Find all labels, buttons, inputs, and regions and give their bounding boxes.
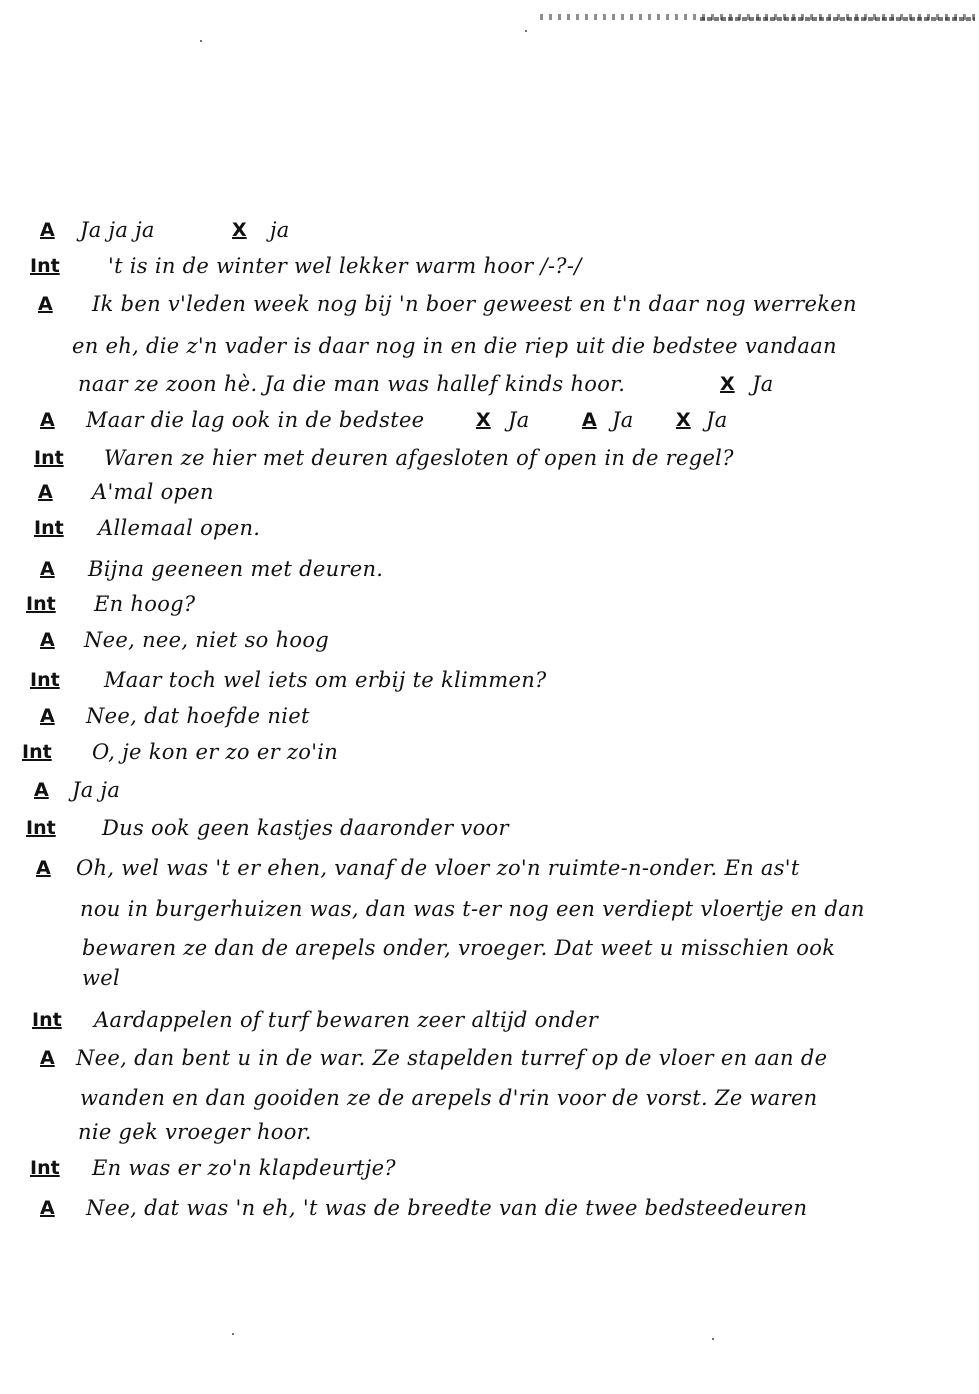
transcript-line	[0, 1004, 979, 1036]
transcript-line	[0, 893, 979, 925]
utterance-text: Nee, dat hoefde niet	[86, 704, 310, 728]
speaker-label: Int	[26, 817, 56, 839]
transcript-line	[0, 1192, 979, 1224]
scan-speck	[525, 30, 527, 32]
utterance-text: Oh, wel was 't er ehen, vanaf de vloer zo'n ruimte-n-onder. En as't	[76, 856, 800, 880]
speaker-label: Int	[32, 1009, 62, 1031]
transcript-line	[0, 214, 979, 246]
utterance-text: O, je kon er zo er zo'in	[92, 740, 339, 764]
transcript-line	[0, 774, 979, 806]
speaker-label: X	[476, 409, 491, 431]
transcript-line	[0, 553, 979, 585]
speaker-label: Int	[26, 593, 56, 615]
transcript-line	[0, 812, 979, 844]
transcript-line	[0, 404, 979, 436]
transcript-line	[0, 1116, 979, 1148]
utterance-text: En was er zo'n klapdeurtje?	[92, 1156, 396, 1180]
transcript-line	[0, 1152, 979, 1184]
utterance-text: Maar die lag ook in de bedstee	[86, 408, 425, 432]
scan-artifact-top-2	[700, 17, 975, 21]
utterance-text: A'mal open	[92, 480, 214, 504]
utterance-text: wel	[82, 966, 121, 990]
utterance-text: Ik ben v'leden week nog bij 'n boer geweest en t'n daar nog werreken	[92, 292, 857, 316]
utterance-text: naar ze zoon hè. Ja die man was hallef kinds hoor.	[78, 372, 626, 396]
speaker-label: A	[40, 1047, 55, 1069]
utterance-text: Dus ook geen kastjes daaronder voor	[102, 816, 509, 840]
utterance-text: Waren ze hier met deuren afgesloten of open in de regel?	[104, 446, 734, 470]
utterance-text: Nee, nee, niet so hoog	[84, 628, 330, 652]
transcript-line	[0, 736, 979, 768]
speaker-label: Int	[34, 517, 64, 539]
speaker-label: A	[38, 481, 53, 503]
utterance-text: Bijna geeneen met deuren.	[88, 557, 384, 581]
speaker-label: A	[40, 629, 55, 651]
speaker-label: Int	[30, 255, 60, 277]
speaker-label: A	[38, 293, 53, 315]
speaker-label: X	[232, 219, 247, 241]
transcript-line	[0, 932, 979, 964]
utterance-text: Maar toch wel iets om erbij te klimmen?	[104, 668, 547, 692]
utterance-text: wanden en dan gooiden ze de arepels d'rin voor de vorst. Ze waren	[80, 1086, 818, 1110]
utterance-text: Ja ja ja	[80, 218, 155, 242]
utterance-text: Allemaal open.	[98, 516, 261, 540]
speaker-label: A	[40, 558, 55, 580]
utterance-text: 't is in de winter wel lekker warm hoor /-?-/	[108, 254, 582, 278]
speaker-label: Int	[30, 1157, 60, 1179]
speaker-label: A	[582, 409, 597, 431]
utterance-text: Ja	[706, 408, 728, 432]
transcript-line	[0, 250, 979, 282]
transcript-line	[0, 1082, 979, 1114]
transcript-line	[0, 624, 979, 656]
utterance-text: nie gek vroeger hoor.	[78, 1120, 312, 1144]
transcript-line	[0, 852, 979, 884]
speaker-label: A	[40, 219, 55, 241]
utterance-text: ja	[270, 218, 290, 242]
transcript-line	[0, 588, 979, 620]
utterance-text: bewaren ze dan de arepels onder, vroeger. Dat weet u misschien ook	[82, 936, 836, 960]
transcript-line	[0, 476, 979, 508]
scan-speck	[200, 40, 202, 42]
speaker-label: A	[40, 409, 55, 431]
speaker-label: Int	[34, 447, 64, 469]
transcript-line	[0, 1042, 979, 1074]
utterance-text: Ja	[752, 372, 774, 396]
utterance-text: En hoog?	[94, 592, 196, 616]
utterance-text: Ja	[612, 408, 634, 432]
utterance-text: en eh, die z'n vader is daar nog in en die riep uit die bedstee vandaan	[72, 334, 837, 358]
utterance-text: Nee, dan bent u in de war. Ze stapelden turref op de vloer en aan de	[76, 1046, 828, 1070]
transcript-line	[0, 664, 979, 696]
transcript-line	[0, 442, 979, 474]
speaker-label: Int	[30, 669, 60, 691]
transcript-line	[0, 512, 979, 544]
transcript-line	[0, 368, 979, 400]
speaker-label: A	[40, 1197, 55, 1219]
speaker-label: Int	[22, 741, 52, 763]
scan-speck	[712, 1338, 714, 1340]
scan-speck	[232, 1333, 234, 1335]
utterance-text: Ja ja	[72, 778, 121, 802]
transcript-line	[0, 700, 979, 732]
transcript-line	[0, 330, 979, 362]
transcript-line	[0, 288, 979, 320]
speaker-label: X	[676, 409, 691, 431]
utterance-text: Ja	[508, 408, 530, 432]
utterance-text: Aardappelen of turf bewaren zeer altijd onder	[94, 1008, 599, 1032]
transcript-line	[0, 962, 979, 994]
speaker-label: A	[40, 705, 55, 727]
speaker-label: A	[34, 779, 49, 801]
utterance-text: Nee, dat was 'n eh, 't was de breedte van die twee bedsteedeuren	[86, 1196, 808, 1220]
speaker-label: A	[36, 857, 51, 879]
speaker-label: X	[720, 373, 735, 395]
utterance-text: nou in burgerhuizen was, dan was t-er nog een verdiept vloertje en dan	[80, 897, 865, 921]
